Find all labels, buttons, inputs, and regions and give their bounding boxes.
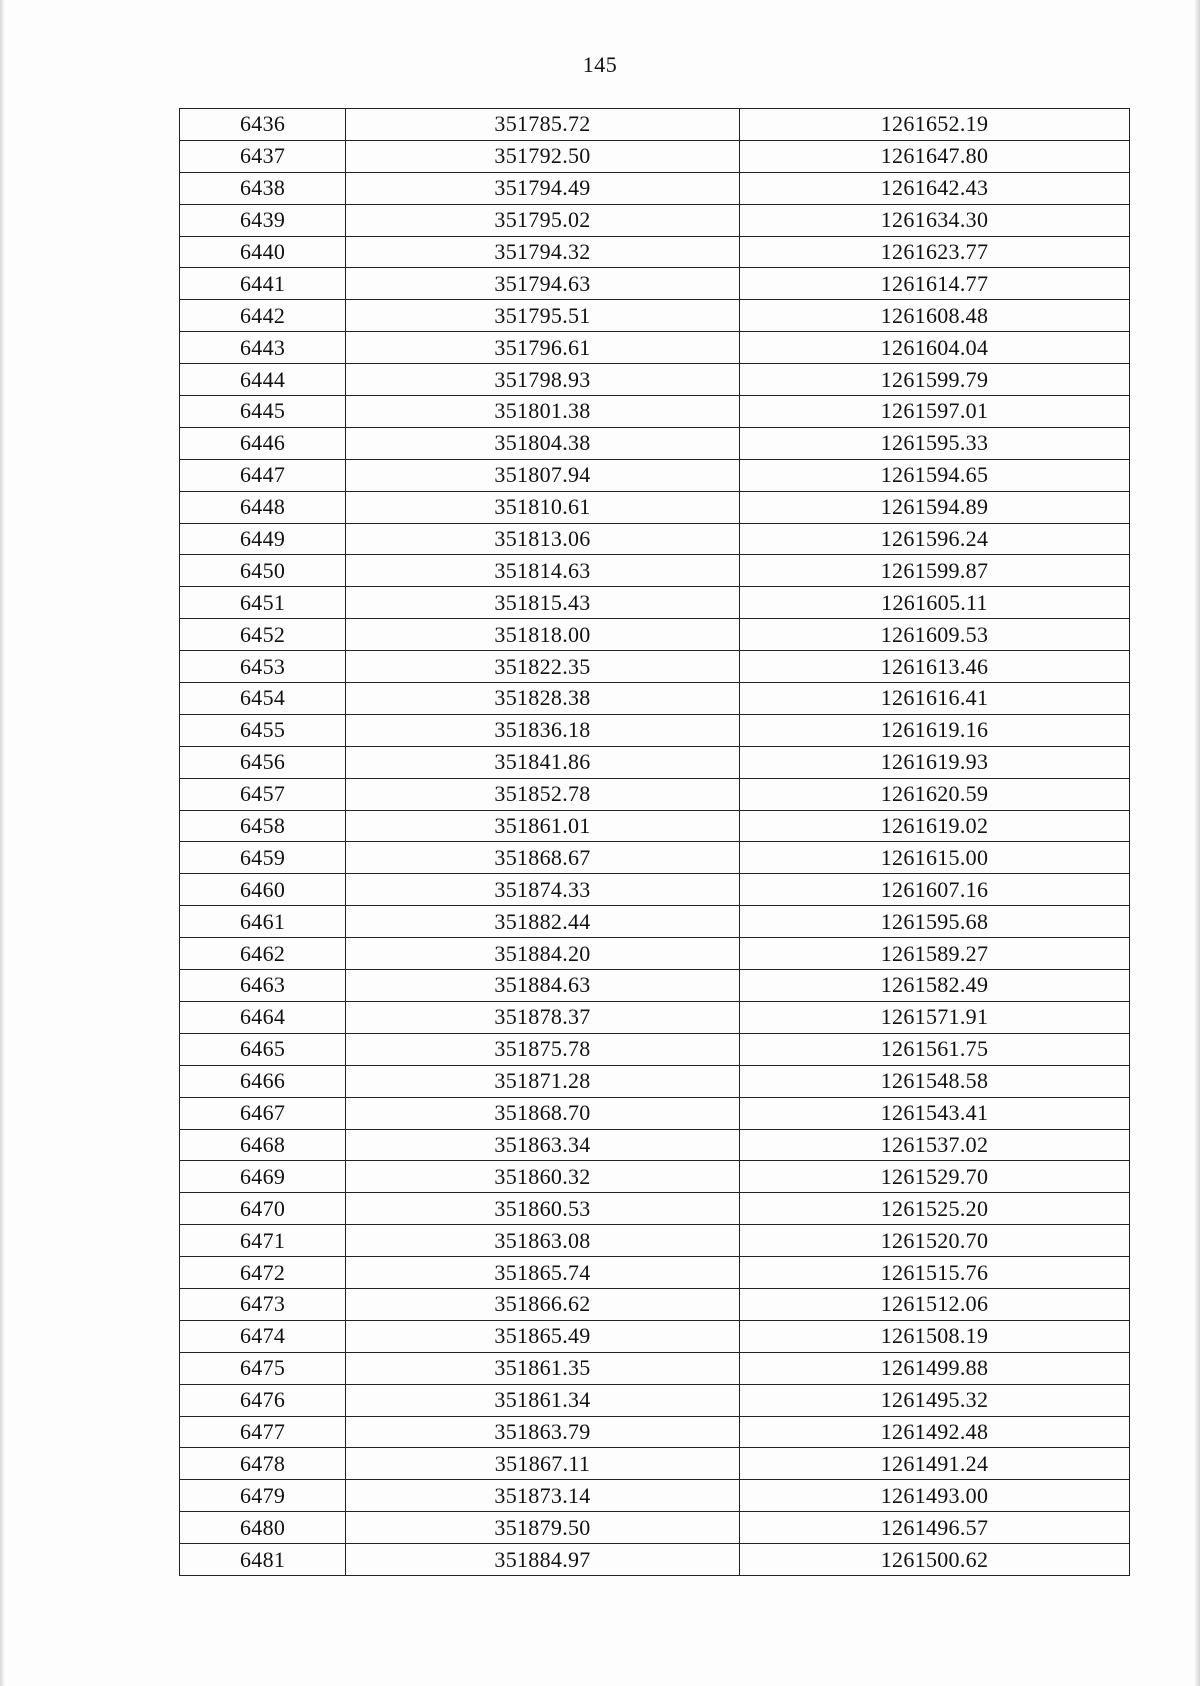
table-row (180, 970, 1130, 1002)
table-row (180, 523, 1130, 555)
y-coordinate-cell: 1261642.43 (740, 172, 1130, 204)
table-row (180, 364, 1130, 396)
table-row (180, 651, 1130, 683)
y-coordinate-cell: 1261582.49 (740, 970, 1130, 1002)
point-number-cell: 6441 (180, 268, 346, 300)
table-row (180, 1288, 1130, 1320)
table-row (180, 491, 1130, 523)
y-coordinate-cell: 1261571.91 (740, 1001, 1130, 1033)
x-coordinate-cell: 351861.01 (346, 810, 740, 842)
y-coordinate-cell: 1261647.80 (740, 140, 1130, 172)
table-row (180, 906, 1130, 938)
x-coordinate-cell: 351863.79 (346, 1416, 740, 1448)
table-row (180, 619, 1130, 651)
table-row (180, 1161, 1130, 1193)
x-coordinate-cell: 351884.63 (346, 970, 740, 1002)
table-row (180, 587, 1130, 619)
y-coordinate-cell: 1261619.16 (740, 714, 1130, 746)
point-number-cell: 6437 (180, 140, 346, 172)
table-row (180, 396, 1130, 428)
table-row (180, 268, 1130, 300)
point-number-cell: 6460 (180, 874, 346, 906)
x-coordinate-cell: 351792.50 (346, 140, 740, 172)
table-row (180, 1512, 1130, 1544)
x-coordinate-cell: 351866.62 (346, 1288, 740, 1320)
x-coordinate-cell: 351863.34 (346, 1129, 740, 1161)
x-coordinate-cell: 351868.67 (346, 842, 740, 874)
point-number-cell: 6459 (180, 842, 346, 874)
table-row (180, 172, 1130, 204)
x-coordinate-cell: 351804.38 (346, 427, 740, 459)
y-coordinate-cell: 1261589.27 (740, 938, 1130, 970)
point-number-cell: 6471 (180, 1225, 346, 1257)
table-row (180, 842, 1130, 874)
table-row (180, 1193, 1130, 1225)
x-coordinate-cell: 351822.35 (346, 651, 740, 683)
point-number-cell: 6472 (180, 1257, 346, 1289)
y-coordinate-cell: 1261599.79 (740, 364, 1130, 396)
y-coordinate-cell: 1261500.62 (740, 1544, 1130, 1576)
point-number-cell: 6478 (180, 1448, 346, 1480)
point-number-cell: 6450 (180, 555, 346, 587)
scan-edge-right (1195, 0, 1200, 1686)
point-number-cell: 6469 (180, 1161, 346, 1193)
x-coordinate-cell: 351879.50 (346, 1512, 740, 1544)
x-coordinate-cell: 351794.49 (346, 172, 740, 204)
point-number-cell: 6440 (180, 236, 346, 268)
point-number-cell: 6439 (180, 204, 346, 236)
x-coordinate-cell: 351795.02 (346, 204, 740, 236)
table-row (180, 778, 1130, 810)
y-coordinate-cell: 1261596.24 (740, 523, 1130, 555)
point-number-cell: 6462 (180, 938, 346, 970)
point-number-cell: 6452 (180, 619, 346, 651)
y-coordinate-cell: 1261620.59 (740, 778, 1130, 810)
y-coordinate-cell: 1261508.19 (740, 1320, 1130, 1352)
y-coordinate-cell: 1261615.00 (740, 842, 1130, 874)
x-coordinate-cell: 351878.37 (346, 1001, 740, 1033)
x-coordinate-cell: 351860.32 (346, 1161, 740, 1193)
y-coordinate-cell: 1261604.04 (740, 332, 1130, 364)
y-coordinate-cell: 1261495.32 (740, 1384, 1130, 1416)
table-row (180, 1544, 1130, 1576)
x-coordinate-cell: 351814.63 (346, 555, 740, 587)
x-coordinate-cell: 351875.78 (346, 1033, 740, 1065)
point-number-cell: 6480 (180, 1512, 346, 1544)
point-number-cell: 6463 (180, 970, 346, 1002)
point-number-cell: 6443 (180, 332, 346, 364)
y-coordinate-cell: 1261609.53 (740, 619, 1130, 651)
table-row (180, 714, 1130, 746)
scan-edge-left (0, 0, 4, 1686)
table-row (180, 1097, 1130, 1129)
point-number-cell: 6464 (180, 1001, 346, 1033)
x-coordinate-cell: 351807.94 (346, 459, 740, 491)
y-coordinate-cell: 1261520.70 (740, 1225, 1130, 1257)
y-coordinate-cell: 1261493.00 (740, 1480, 1130, 1512)
x-coordinate-cell: 351873.14 (346, 1480, 740, 1512)
table-row (180, 1129, 1130, 1161)
point-number-cell: 6454 (180, 683, 346, 715)
table-row (180, 1225, 1130, 1257)
y-coordinate-cell: 1261499.88 (740, 1352, 1130, 1384)
x-coordinate-cell: 351785.72 (346, 109, 740, 141)
x-coordinate-cell: 351863.08 (346, 1225, 740, 1257)
y-coordinate-cell: 1261595.33 (740, 427, 1130, 459)
x-coordinate-cell: 351884.97 (346, 1544, 740, 1576)
y-coordinate-cell: 1261623.77 (740, 236, 1130, 268)
table-row (180, 1416, 1130, 1448)
x-coordinate-cell: 351852.78 (346, 778, 740, 810)
point-number-cell: 6458 (180, 810, 346, 842)
point-number-cell: 6476 (180, 1384, 346, 1416)
x-coordinate-cell: 351841.86 (346, 746, 740, 778)
y-coordinate-cell: 1261607.16 (740, 874, 1130, 906)
x-coordinate-cell: 351815.43 (346, 587, 740, 619)
y-coordinate-cell: 1261594.89 (740, 491, 1130, 523)
point-number-cell: 6448 (180, 491, 346, 523)
table-row (180, 1320, 1130, 1352)
y-coordinate-cell: 1261614.77 (740, 268, 1130, 300)
y-coordinate-cell: 1261619.93 (740, 746, 1130, 778)
table-row (180, 140, 1130, 172)
table-row (180, 427, 1130, 459)
table-row (180, 1448, 1130, 1480)
x-coordinate-cell: 351810.61 (346, 491, 740, 523)
coordinates-table (179, 108, 1130, 1576)
x-coordinate-cell: 351861.35 (346, 1352, 740, 1384)
y-coordinate-cell: 1261543.41 (740, 1097, 1130, 1129)
table-row (180, 1065, 1130, 1097)
y-coordinate-cell: 1261652.19 (740, 109, 1130, 141)
point-number-cell: 6457 (180, 778, 346, 810)
table-row (180, 1480, 1130, 1512)
coordinates-table-wrapper (179, 108, 1129, 1576)
x-coordinate-cell: 351794.32 (346, 236, 740, 268)
x-coordinate-cell: 351836.18 (346, 714, 740, 746)
point-number-cell: 6475 (180, 1352, 346, 1384)
table-row (180, 746, 1130, 778)
y-coordinate-cell: 1261561.75 (740, 1033, 1130, 1065)
x-coordinate-cell: 351818.00 (346, 619, 740, 651)
x-coordinate-cell: 351794.63 (346, 268, 740, 300)
y-coordinate-cell: 1261599.87 (740, 555, 1130, 587)
point-number-cell: 6456 (180, 746, 346, 778)
x-coordinate-cell: 351871.28 (346, 1065, 740, 1097)
x-coordinate-cell: 351860.53 (346, 1193, 740, 1225)
point-number-cell: 6444 (180, 364, 346, 396)
point-number-cell: 6465 (180, 1033, 346, 1065)
x-coordinate-cell: 351861.34 (346, 1384, 740, 1416)
table-row (180, 1033, 1130, 1065)
y-coordinate-cell: 1261595.68 (740, 906, 1130, 938)
table-row (180, 1001, 1130, 1033)
x-coordinate-cell: 351813.06 (346, 523, 740, 555)
point-number-cell: 6446 (180, 427, 346, 459)
point-number-cell: 6473 (180, 1288, 346, 1320)
x-coordinate-cell: 351868.70 (346, 1097, 740, 1129)
point-number-cell: 6438 (180, 172, 346, 204)
x-coordinate-cell: 351874.33 (346, 874, 740, 906)
point-number-cell: 6477 (180, 1416, 346, 1448)
table-row (180, 683, 1130, 715)
x-coordinate-cell: 351798.93 (346, 364, 740, 396)
point-number-cell: 6449 (180, 523, 346, 555)
y-coordinate-cell: 1261525.20 (740, 1193, 1130, 1225)
x-coordinate-cell: 351865.49 (346, 1320, 740, 1352)
point-number-cell: 6467 (180, 1097, 346, 1129)
table-row (180, 555, 1130, 587)
table-row (180, 204, 1130, 236)
x-coordinate-cell: 351795.51 (346, 300, 740, 332)
y-coordinate-cell: 1261605.11 (740, 587, 1130, 619)
y-coordinate-cell: 1261594.65 (740, 459, 1130, 491)
point-number-cell: 6470 (180, 1193, 346, 1225)
table-row (180, 300, 1130, 332)
table-row (180, 1257, 1130, 1289)
point-number-cell: 6474 (180, 1320, 346, 1352)
table-row (180, 459, 1130, 491)
y-coordinate-cell: 1261515.76 (740, 1257, 1130, 1289)
point-number-cell: 6468 (180, 1129, 346, 1161)
point-number-cell: 6466 (180, 1065, 346, 1097)
point-number-cell: 6436 (180, 109, 346, 141)
point-number-cell: 6442 (180, 300, 346, 332)
y-coordinate-cell: 1261537.02 (740, 1129, 1130, 1161)
x-coordinate-cell: 351828.38 (346, 683, 740, 715)
x-coordinate-cell: 351884.20 (346, 938, 740, 970)
point-number-cell: 6447 (180, 459, 346, 491)
table-row (180, 332, 1130, 364)
x-coordinate-cell: 351882.44 (346, 906, 740, 938)
table-row (180, 1384, 1130, 1416)
x-coordinate-cell: 351796.61 (346, 332, 740, 364)
table-row (180, 938, 1130, 970)
table-row (180, 1352, 1130, 1384)
table-row (180, 810, 1130, 842)
point-number-cell: 6451 (180, 587, 346, 619)
y-coordinate-cell: 1261597.01 (740, 396, 1130, 428)
point-number-cell: 6481 (180, 1544, 346, 1576)
page-number: 145 (582, 52, 618, 77)
y-coordinate-cell: 1261491.24 (740, 1448, 1130, 1480)
point-number-cell: 6479 (180, 1480, 346, 1512)
point-number-cell: 6445 (180, 396, 346, 428)
y-coordinate-cell: 1261529.70 (740, 1161, 1130, 1193)
y-coordinate-cell: 1261616.41 (740, 683, 1130, 715)
coordinates-table-body (180, 109, 1130, 1576)
y-coordinate-cell: 1261496.57 (740, 1512, 1130, 1544)
point-number-cell: 6461 (180, 906, 346, 938)
x-coordinate-cell: 351801.38 (346, 396, 740, 428)
x-coordinate-cell: 351867.11 (346, 1448, 740, 1480)
y-coordinate-cell: 1261512.06 (740, 1288, 1130, 1320)
y-coordinate-cell: 1261619.02 (740, 810, 1130, 842)
point-number-cell: 6455 (180, 714, 346, 746)
y-coordinate-cell: 1261548.58 (740, 1065, 1130, 1097)
y-coordinate-cell: 1261608.48 (740, 300, 1130, 332)
table-row (180, 874, 1130, 906)
y-coordinate-cell: 1261634.30 (740, 204, 1130, 236)
table-row (180, 109, 1130, 141)
y-coordinate-cell: 1261492.48 (740, 1416, 1130, 1448)
table-row (180, 236, 1130, 268)
x-coordinate-cell: 351865.74 (346, 1257, 740, 1289)
point-number-cell: 6453 (180, 651, 346, 683)
y-coordinate-cell: 1261613.46 (740, 651, 1130, 683)
